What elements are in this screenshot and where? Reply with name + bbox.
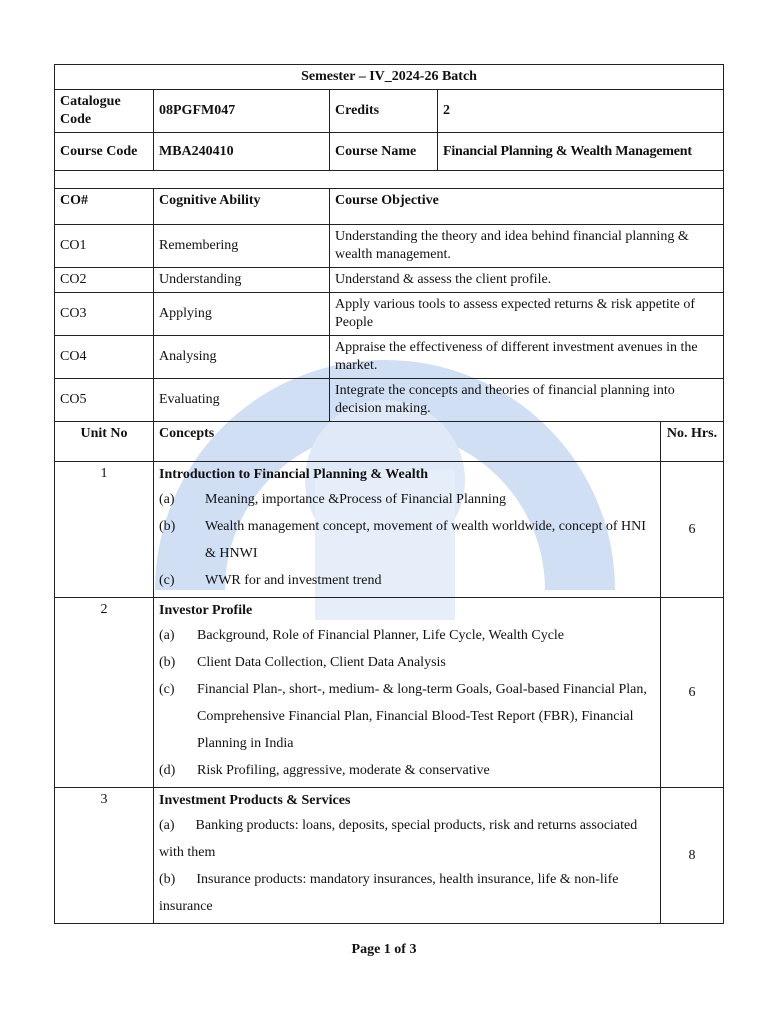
syllabus-page [54, 64, 723, 914]
course-code-label: Course Code [55, 133, 154, 171]
course-info-table [54, 64, 724, 189]
unit-concepts [154, 462, 661, 598]
co-number: CO1 [55, 225, 154, 268]
list-item: (a) Background, Role of Financial Planner, Life Cycle, Wealth Cycle [159, 628, 565, 643]
cognitive-ability-header: Cognitive Ability [154, 189, 330, 225]
unit-title: Introduction to Financial Planning & Wealth [159, 467, 429, 482]
unit-concepts [154, 598, 661, 788]
unit-number: 3 [55, 788, 154, 924]
course-objective: Apply various tools to assess expected returns & risk appetite of People [330, 293, 724, 336]
semester-title: Semester – IV_2024-26 Batch [55, 65, 724, 90]
unit-hours: 6 [661, 598, 724, 788]
spacer-row [55, 171, 724, 189]
unit-title: Investor Profile [159, 603, 253, 618]
unit-row [55, 788, 724, 924]
list-item: (b) Wealth management concept, movement of wealth worldwide, concept of HNI & HNWI [159, 519, 646, 561]
page-number: Page 1 of 3 [351, 942, 417, 957]
course-objective: Integrate the concepts and theories of financial planning into decision making. [330, 379, 724, 422]
course-name-label: Course Name [330, 133, 438, 171]
co-number: CO2 [55, 268, 154, 293]
unit-row [55, 598, 724, 788]
cognitive-ability: Analysing [154, 336, 330, 379]
unit-row [55, 462, 724, 598]
course-objectives-table [54, 188, 724, 422]
unit-number: 1 [55, 462, 154, 598]
co-number: CO4 [55, 336, 154, 379]
cognitive-ability: Remembering [154, 225, 330, 268]
hours-header: No. Hrs. [661, 422, 724, 462]
unit-concepts [154, 788, 661, 924]
concepts-header: Concepts [154, 422, 661, 462]
co-number: CO3 [55, 293, 154, 336]
units-table [54, 421, 724, 924]
unit-hours: 6 [661, 462, 724, 598]
unit-hours: 8 [661, 788, 724, 924]
cognitive-ability: Applying [154, 293, 330, 336]
course-objective: Understanding the theory and idea behind financial planning & wealth management. [330, 225, 724, 268]
list-item: (d) Risk Profiling, aggressive, moderate & conservative [159, 763, 490, 778]
list-item: (a) Banking products: loans, deposits, special products, risk and returns associated with them [159, 818, 638, 860]
course-code-value: MBA240410 [154, 133, 330, 171]
credits-label: Credits [330, 90, 438, 133]
catalogue-code-value: 08PGFM047 [154, 90, 330, 133]
list-item: (b) Insurance products: mandatory insurances, health insurance, life & non-life insurance [159, 872, 619, 914]
course-objective: Understand & assess the client profile. [330, 268, 724, 293]
course-objective-header: Course Objective [330, 189, 724, 225]
co-header: CO# [55, 189, 154, 225]
cognitive-ability: Understanding [154, 268, 330, 293]
course-objective: Appraise the effectiveness of different investment avenues in the market. [330, 336, 724, 379]
co-number: CO5 [55, 379, 154, 422]
list-item: (c) Financial Plan-, short-, medium- & long-term Goals, Goal-based Financial Plan, Comprehensive Financial Plan, Financial Blood-Test Report (FBR), Financial Planning in India [159, 682, 647, 751]
list-item: (c) WWR for and investment trend [159, 573, 382, 588]
unit-number: 2 [55, 598, 154, 788]
course-name-value: Financial Planning & Wealth Management [438, 133, 724, 171]
catalogue-code-label: Catalogue Code [55, 90, 154, 133]
credits-value: 2 [438, 90, 724, 133]
unit-no-header: Unit No [55, 422, 154, 462]
list-item: (b) Client Data Collection, Client Data Analysis [159, 655, 446, 670]
unit-title: Investment Products & Services [159, 793, 351, 808]
list-item: (a) Meaning, importance &Process of Financial Planning [159, 492, 506, 507]
cognitive-ability: Evaluating [154, 379, 330, 422]
